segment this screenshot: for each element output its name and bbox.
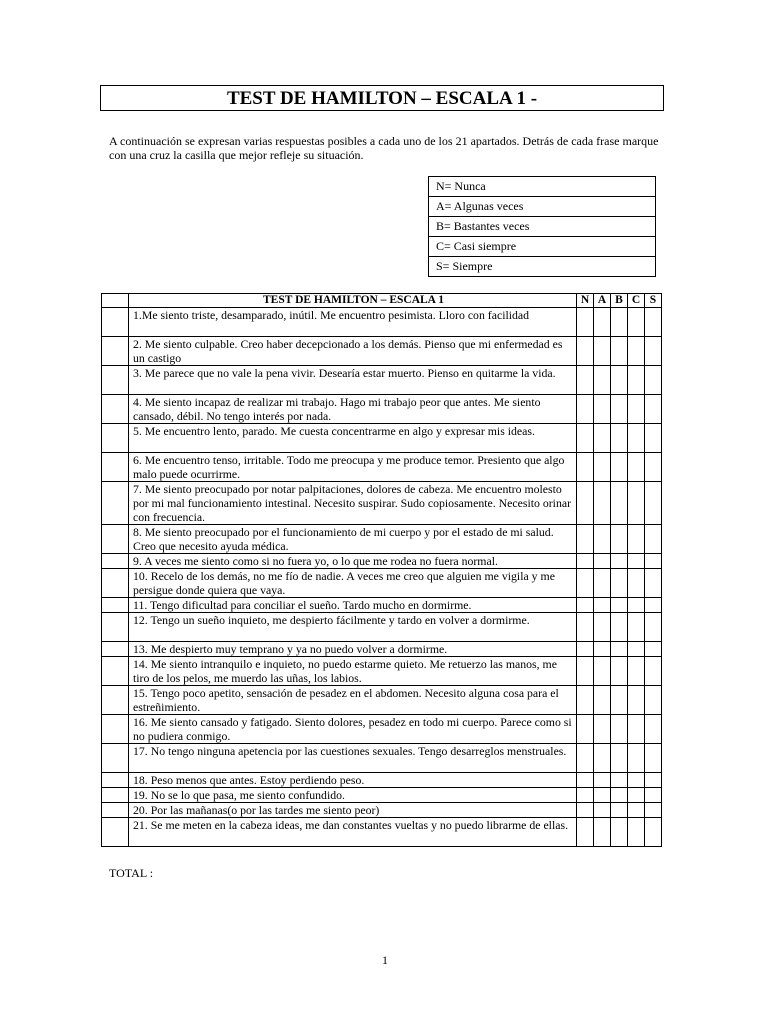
- answer-cell-c[interactable]: [628, 818, 645, 847]
- table-row: [102, 803, 662, 818]
- answer-cell-c[interactable]: [628, 744, 645, 773]
- question-text: 14. Me siento intranquilo e inquieto, no puedo estarme quieto. Me retuerzo las manos, me tiro de los pelos, me muerdo las uñas, los labios.: [129, 657, 577, 686]
- question-text: 21. Se me meten en la cabeza ideas, me dan constantes vueltas y no puedo librarme de ellas.: [129, 818, 577, 847]
- answer-cell-c[interactable]: [628, 308, 645, 337]
- answer-cell-b[interactable]: [611, 686, 628, 715]
- answer-cell-s[interactable]: [645, 482, 662, 525]
- answer-cell-b[interactable]: [611, 773, 628, 788]
- table-row: [102, 715, 662, 744]
- answer-cell-s[interactable]: [645, 337, 662, 366]
- answer-cell-b[interactable]: [611, 366, 628, 395]
- answer-cell-b[interactable]: [611, 818, 628, 847]
- answer-cell-b[interactable]: [611, 598, 628, 613]
- answer-cell-s[interactable]: [645, 569, 662, 598]
- table-row: [102, 657, 662, 686]
- question-text: 9. A veces me siento como si no fuera yo, o lo que me rodea no fuera normal.: [129, 554, 577, 569]
- table-row: [102, 453, 662, 482]
- legend-item-s: S= Siempre: [429, 257, 656, 277]
- answer-cell-a[interactable]: [594, 482, 611, 525]
- row-number-cell: [102, 598, 129, 613]
- table-row: [102, 395, 662, 424]
- answer-cell-b[interactable]: [611, 308, 628, 337]
- table-row: [102, 554, 662, 569]
- answer-cell-n[interactable]: [577, 613, 594, 642]
- row-number-cell: [102, 424, 129, 453]
- question-text: 19. No se lo que pasa, me siento confundido.: [129, 788, 577, 803]
- table-row: [102, 569, 662, 598]
- table-row: [102, 686, 662, 715]
- answer-cell-n[interactable]: [577, 818, 594, 847]
- answer-cell-n[interactable]: [577, 744, 594, 773]
- answer-cell-s[interactable]: [645, 308, 662, 337]
- answer-cell-b[interactable]: [611, 803, 628, 818]
- answer-cell-n[interactable]: [577, 395, 594, 424]
- column-header-n: N: [577, 294, 594, 308]
- answer-cell-s[interactable]: [645, 395, 662, 424]
- answer-cell-n[interactable]: [577, 554, 594, 569]
- question-text: 4. Me siento incapaz de realizar mi trabajo. Hago mi trabajo peor que antes. Me siento cansado, débil. No tengo interés por nada.: [129, 395, 577, 424]
- answer-cell-c[interactable]: [628, 642, 645, 657]
- answer-cell-n[interactable]: [577, 803, 594, 818]
- row-number-cell: [102, 744, 129, 773]
- answer-cell-c[interactable]: [628, 803, 645, 818]
- answer-cell-n[interactable]: [577, 657, 594, 686]
- answer-cell-n[interactable]: [577, 788, 594, 803]
- row-number-cell: [102, 554, 129, 569]
- answer-cell-s[interactable]: [645, 715, 662, 744]
- question-text: 17. No tengo ninguna apetencia por las cuestiones sexuales. Tengo desarreglos menstruales.: [129, 744, 577, 773]
- answer-cell-n[interactable]: [577, 773, 594, 788]
- answer-cell-s[interactable]: [645, 642, 662, 657]
- question-text: 1.Me siento triste, desamparado, inútil. Me encuentro pesimista. Lloro con facilidad: [129, 308, 577, 337]
- answer-cell-c[interactable]: [628, 686, 645, 715]
- table-row: [102, 525, 662, 554]
- column-header-c: C: [628, 294, 645, 308]
- answer-cell-c[interactable]: [628, 554, 645, 569]
- question-text: 7. Me siento preocupado por notar palpitaciones, dolores de cabeza. Me encuentro molesto por mi mal funcionamiento intestinal. Necesito suspirar. Sudo copiosamente. Necesito orinar con frecuencia.: [129, 482, 577, 525]
- answer-cell-a[interactable]: [594, 818, 611, 847]
- answer-cell-a[interactable]: [594, 715, 611, 744]
- table-row: [102, 482, 662, 525]
- page-number: 1: [382, 953, 388, 967]
- answer-cell-c[interactable]: [628, 788, 645, 803]
- answer-cell-b[interactable]: [611, 395, 628, 424]
- answer-cell-n[interactable]: [577, 642, 594, 657]
- table-header-title: TEST DE HAMILTON – ESCALA 1: [129, 294, 577, 308]
- answer-cell-n[interactable]: [577, 598, 594, 613]
- number-column-header: [102, 294, 129, 308]
- row-number-cell: [102, 525, 129, 554]
- row-number-cell: [102, 308, 129, 337]
- table-row: [102, 744, 662, 773]
- answer-cell-c[interactable]: [628, 613, 645, 642]
- answer-legend: [428, 176, 656, 277]
- answer-cell-b[interactable]: [611, 657, 628, 686]
- answer-cell-c[interactable]: [628, 424, 645, 453]
- answer-cell-c[interactable]: [628, 657, 645, 686]
- row-number-cell: [102, 453, 129, 482]
- questionnaire-table: [101, 293, 662, 847]
- document-title: TEST DE HAMILTON – ESCALA 1 -: [100, 85, 664, 111]
- question-text: 13. Me despierto muy temprano y ya no puedo volver a dormirme.: [129, 642, 577, 657]
- answer-cell-a[interactable]: [594, 613, 611, 642]
- answer-cell-b[interactable]: [611, 337, 628, 366]
- answer-cell-n[interactable]: [577, 482, 594, 525]
- answer-cell-n[interactable]: [577, 366, 594, 395]
- row-number-cell: [102, 613, 129, 642]
- column-header-b: B: [611, 294, 628, 308]
- question-text: 8. Me siento preocupado por el funcionamiento de mi cuerpo y por el estado de mi salud. Creo que necesito ayuda médica.: [129, 525, 577, 554]
- question-text: 6. Me encuentro tenso, irritable. Todo me preocupa y me produce temor. Presiento que algo malo puede ocurrirme.: [129, 453, 577, 482]
- row-number-cell: [102, 773, 129, 788]
- answer-cell-a[interactable]: [594, 308, 611, 337]
- answer-cell-a[interactable]: [594, 366, 611, 395]
- table-header-row: [102, 294, 662, 308]
- answer-cell-s[interactable]: [645, 598, 662, 613]
- answer-cell-n[interactable]: [577, 308, 594, 337]
- table-row: [102, 788, 662, 803]
- question-text: 12. Tengo un sueño inquieto, me despierto fácilmente y tardo en volver a dormirme.: [129, 613, 577, 642]
- answer-cell-n[interactable]: [577, 424, 594, 453]
- answer-cell-s[interactable]: [645, 613, 662, 642]
- answer-cell-a[interactable]: [594, 657, 611, 686]
- answer-cell-s[interactable]: [645, 818, 662, 847]
- answer-cell-b[interactable]: [611, 569, 628, 598]
- answer-cell-c[interactable]: [628, 525, 645, 554]
- table-row: [102, 337, 662, 366]
- answer-cell-a[interactable]: [594, 773, 611, 788]
- answer-cell-s[interactable]: [645, 657, 662, 686]
- answer-cell-n[interactable]: [577, 525, 594, 554]
- answer-cell-b[interactable]: [611, 613, 628, 642]
- row-number-cell: [102, 366, 129, 395]
- answer-cell-c[interactable]: [628, 453, 645, 482]
- table-row: [102, 818, 662, 847]
- column-header-a: A: [594, 294, 611, 308]
- row-number-cell: [102, 788, 129, 803]
- question-text: 5. Me encuentro lento, parado. Me cuesta concentrarme en algo y expresar mis ideas.: [129, 424, 577, 453]
- answer-cell-c[interactable]: [628, 395, 645, 424]
- answer-cell-b[interactable]: [611, 788, 628, 803]
- answer-cell-n[interactable]: [577, 569, 594, 598]
- answer-cell-c[interactable]: [628, 773, 645, 788]
- legend-item-n: N= Nunca: [429, 177, 656, 197]
- row-number-cell: [102, 569, 129, 598]
- question-text: 10. Recelo de los demás, no me fío de nadie. A veces me creo que alguien me vigila y me persigue donde quiera que vaya.: [129, 569, 577, 598]
- instructions-paragraph: A continuación se expresan varias respuestas posibles a cada uno de los 21 apartados. Detrás de cada frase marque con una cruz la casilla que mejor refleje su situación.: [109, 134, 659, 162]
- answer-cell-a[interactable]: [594, 686, 611, 715]
- answer-cell-b[interactable]: [611, 642, 628, 657]
- question-text: 15. Tengo poco apetito, sensación de pesadez en el abdomen. Necesito alguna cosa para el estreñimiento.: [129, 686, 577, 715]
- answer-cell-n[interactable]: [577, 453, 594, 482]
- answer-cell-s[interactable]: [645, 773, 662, 788]
- answer-cell-a[interactable]: [594, 453, 611, 482]
- answer-cell-c[interactable]: [628, 482, 645, 525]
- answer-cell-b[interactable]: [611, 744, 628, 773]
- answer-cell-n[interactable]: [577, 337, 594, 366]
- row-number-cell: [102, 337, 129, 366]
- answer-cell-c[interactable]: [628, 569, 645, 598]
- table-row: [102, 642, 662, 657]
- answer-cell-s[interactable]: [645, 424, 662, 453]
- row-number-cell: [102, 395, 129, 424]
- answer-cell-b[interactable]: [611, 424, 628, 453]
- question-text: 20. Por las mañanas(o por las tardes me siento peor): [129, 803, 577, 818]
- answer-cell-n[interactable]: [577, 715, 594, 744]
- total-label: TOTAL :: [109, 866, 154, 880]
- answer-cell-b[interactable]: [611, 482, 628, 525]
- column-header-s: S: [645, 294, 662, 308]
- answer-cell-s[interactable]: [645, 525, 662, 554]
- legend-item-c: C= Casi siempre: [429, 237, 656, 257]
- answer-cell-a[interactable]: [594, 642, 611, 657]
- answer-cell-c[interactable]: [628, 598, 645, 613]
- answer-cell-b[interactable]: [611, 453, 628, 482]
- answer-cell-a[interactable]: [594, 424, 611, 453]
- question-text: 3. Me parece que no vale la pena vivir. Desearía estar muerto. Pienso en quitarme la vida.: [129, 366, 577, 395]
- table-row: [102, 598, 662, 613]
- answer-cell-a[interactable]: [594, 598, 611, 613]
- legend-item-b: B= Bastantes veces: [429, 217, 656, 237]
- question-text: 2. Me siento culpable. Creo haber decepcionado a los demás. Pienso que mi enfermedad es un castigo: [129, 337, 577, 366]
- answer-cell-a[interactable]: [594, 337, 611, 366]
- table-row: [102, 424, 662, 453]
- answer-cell-a[interactable]: [594, 569, 611, 598]
- answer-cell-n[interactable]: [577, 686, 594, 715]
- answer-cell-c[interactable]: [628, 337, 645, 366]
- table-row: [102, 308, 662, 337]
- answer-cell-a[interactable]: [594, 554, 611, 569]
- answer-cell-a[interactable]: [594, 395, 611, 424]
- answer-cell-b[interactable]: [611, 554, 628, 569]
- answer-cell-s[interactable]: [645, 366, 662, 395]
- row-number-cell: [102, 818, 129, 847]
- question-text: 16. Me siento cansado y fatigado. Siento dolores, pesadez en todo mi cuerpo. Parece como si no pudiera conmigo.: [129, 715, 577, 744]
- answer-cell-s[interactable]: [645, 453, 662, 482]
- answer-cell-c[interactable]: [628, 715, 645, 744]
- answer-cell-s[interactable]: [645, 686, 662, 715]
- table-row: [102, 613, 662, 642]
- table-row: [102, 366, 662, 395]
- questionnaire-body: [102, 308, 662, 847]
- answer-cell-a[interactable]: [594, 525, 611, 554]
- answer-cell-s[interactable]: [645, 803, 662, 818]
- answer-cell-s[interactable]: [645, 744, 662, 773]
- answer-cell-b[interactable]: [611, 715, 628, 744]
- answer-cell-s[interactable]: [645, 788, 662, 803]
- answer-cell-a[interactable]: [594, 803, 611, 818]
- answer-cell-b[interactable]: [611, 525, 628, 554]
- row-number-cell: [102, 686, 129, 715]
- row-number-cell: [102, 803, 129, 818]
- row-number-cell: [102, 715, 129, 744]
- answer-cell-a[interactable]: [594, 744, 611, 773]
- table-row: [102, 773, 662, 788]
- row-number-cell: [102, 482, 129, 525]
- question-text: 18. Peso menos que antes. Estoy perdiendo peso.: [129, 773, 577, 788]
- answer-cell-c[interactable]: [628, 366, 645, 395]
- question-text: 11. Tengo dificultad para conciliar el sueño. Tardo mucho en dormirme.: [129, 598, 577, 613]
- row-number-cell: [102, 657, 129, 686]
- row-number-cell: [102, 642, 129, 657]
- legend-item-a: A= Algunas veces: [429, 197, 656, 217]
- answer-cell-a[interactable]: [594, 788, 611, 803]
- answer-cell-s[interactable]: [645, 554, 662, 569]
